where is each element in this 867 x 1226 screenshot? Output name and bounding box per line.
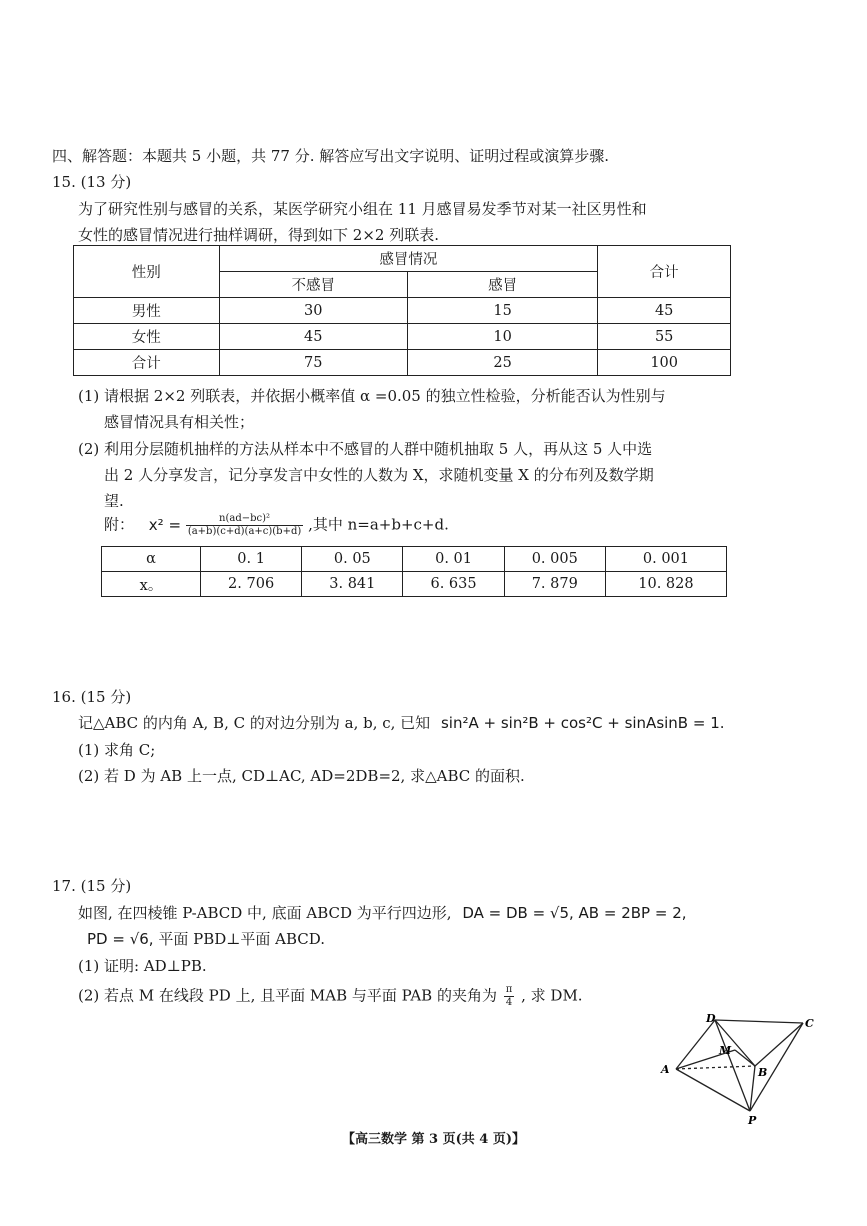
vertex-label-p: P — [748, 1114, 757, 1127]
q15-intro-line2: 女性的感冒情况进行抽样调研，得到如下 2×2 列联表. — [78, 226, 439, 244]
row-label: 合计 — [74, 350, 220, 376]
critical-value: 10. 828 — [605, 572, 726, 597]
table-row — [102, 572, 727, 597]
q15-part2-line2: 出 2 人分享发言，记分享发言中女性的人数为 X，求随机变量 X 的分布列及数学期 — [104, 466, 654, 484]
q15-part2-line1: (2) 利用分层随机抽样的方法从样本中不感冒的人群中随机抽取 5 人，再从这 5 人中选 — [78, 440, 653, 458]
vertex-label-a: A — [661, 1063, 670, 1076]
edge-db — [715, 1020, 755, 1066]
header-gender: 性别 — [74, 246, 220, 298]
alpha-value: 0. 05 — [302, 547, 403, 572]
q15-intro-line1: 为了研究性别与感冒的关系，某医学研究小组在 11 月感冒易发季节对某一社区男性和 — [78, 200, 647, 218]
cell-no-cold: 30 — [219, 298, 407, 324]
q16-part1: (1) 求角 C; — [78, 741, 156, 759]
alpha-value: 0. 1 — [201, 547, 302, 572]
q17-heading: 17. (15 分) — [52, 877, 132, 895]
alpha-label: α — [102, 547, 201, 572]
q17-statement-text: 如图, 在四棱锥 P-ABCD 中, 底面 ABCD 为平行四边形, — [78, 904, 452, 922]
critical-value: 6. 635 — [403, 572, 504, 597]
cell-cold: 10 — [407, 324, 597, 350]
cell-cold: 15 — [407, 298, 597, 324]
cell-no-cold: 45 — [219, 324, 407, 350]
chi-square-formula — [104, 513, 449, 538]
vertex-label-b: B — [758, 1066, 768, 1079]
critical-value: 7. 879 — [504, 572, 605, 597]
header-total: 合计 — [598, 246, 731, 298]
pyramid-figure — [655, 1008, 825, 1130]
q17-part2 — [78, 984, 583, 1009]
cell-no-cold: 75 — [219, 350, 407, 376]
q17-part1: (1) 证明: AD⊥PB. — [78, 957, 207, 975]
section-header: 四、解答题：本题共 5 小题，共 77 分. 解答应写出文字说明、证明过程或演算步骤. — [52, 147, 610, 165]
formula-fraction — [186, 513, 303, 538]
q16-heading: 16. (15 分) — [52, 688, 132, 706]
critical-value: 2. 706 — [201, 572, 302, 597]
q17-plane-condition: 平面 PBD⊥平面 ABCD. — [158, 930, 326, 948]
page-footer: 【高三数学 第 3 页(共 4 页)】 — [341, 1132, 526, 1147]
q17-conditions: DA = DB = √5, AB = 2BP = 2, — [462, 904, 687, 922]
row-label: 男性 — [74, 298, 220, 324]
q15-part1-line2: 感冒情况具有相关性； — [104, 413, 255, 431]
edge-dc — [715, 1020, 803, 1023]
edge-cb — [755, 1023, 803, 1066]
x-label: x。 — [102, 572, 201, 597]
cell-total: 100 — [598, 350, 731, 376]
alpha-value: 0. 001 — [605, 547, 726, 572]
cell-total: 45 — [598, 298, 731, 324]
table-row — [74, 324, 731, 350]
critical-value: 3. 841 — [302, 572, 403, 597]
q17-angle-num: π — [505, 984, 513, 995]
q16-equation: sin²A + sin²B + cos²C + sinAsinB = 1. — [440, 714, 725, 732]
q17-angle-fraction — [504, 984, 515, 1009]
cell-cold: 25 — [407, 350, 597, 376]
q16-statement-text: 记△ABC 的内角 A, B, C 的对边分别为 a, b, c, 已知 — [78, 714, 431, 732]
q16-statement — [78, 713, 725, 733]
formula-tail: ,其中 n=a+b+c+d. — [308, 515, 449, 534]
alpha-value: 0. 01 — [403, 547, 504, 572]
edge-ap — [676, 1069, 750, 1111]
alpha-value: 0. 005 — [504, 547, 605, 572]
q17-part2-text: (2) 若点 M 在线段 PD 上, 且平面 MAB 与平面 PAB 的夹角为 — [78, 986, 497, 1005]
segment-mb — [735, 1050, 755, 1066]
edge-ad — [676, 1020, 715, 1069]
q17-statement-line2 — [87, 929, 325, 949]
q16-part2: (2) 若 D 为 AB 上一点, CD⊥AC, AD=2DB=2, 求△ABC 的面积. — [78, 767, 525, 785]
edge-dp — [715, 1020, 750, 1111]
vertex-label-c: C — [805, 1017, 814, 1030]
formula-lhs: x² = — [148, 515, 182, 534]
formula-numerator: n(ad−bc)² — [186, 513, 303, 526]
edge-ab-hidden — [676, 1066, 755, 1069]
row-label: 女性 — [74, 324, 220, 350]
table-row — [102, 547, 727, 572]
header-cold-status: 感冒情况 — [219, 246, 598, 272]
q15-part2-line3: 望. — [104, 492, 124, 510]
q17-part2-tail: , 求 DM. — [521, 986, 583, 1005]
formula-denominator: (a+b)(c+d)(a+c)(b+d) — [187, 526, 302, 537]
header-no-cold: 不感冒 — [219, 272, 407, 298]
q15-heading: 15. (13 分) — [52, 173, 132, 191]
cell-total: 55 — [598, 324, 731, 350]
q17-statement-line1 — [78, 903, 687, 923]
contingency-table — [73, 245, 731, 376]
table-row — [74, 350, 731, 376]
vertex-label-m: M — [719, 1044, 732, 1057]
vertex-label-d: D — [706, 1012, 716, 1025]
attachment-label: 附： — [104, 515, 135, 534]
table-row — [74, 298, 731, 324]
q15-part1-line1: (1) 请根据 2×2 列联表，并依据小概率值 α =0.05 的独立性检验，分析能否认为性别与 — [78, 387, 666, 405]
q17-angle-den: 4 — [505, 997, 513, 1008]
header-cold: 感冒 — [407, 272, 597, 298]
critical-value-table — [101, 546, 727, 597]
q17-pd-length: PD = √6, — [87, 930, 154, 948]
